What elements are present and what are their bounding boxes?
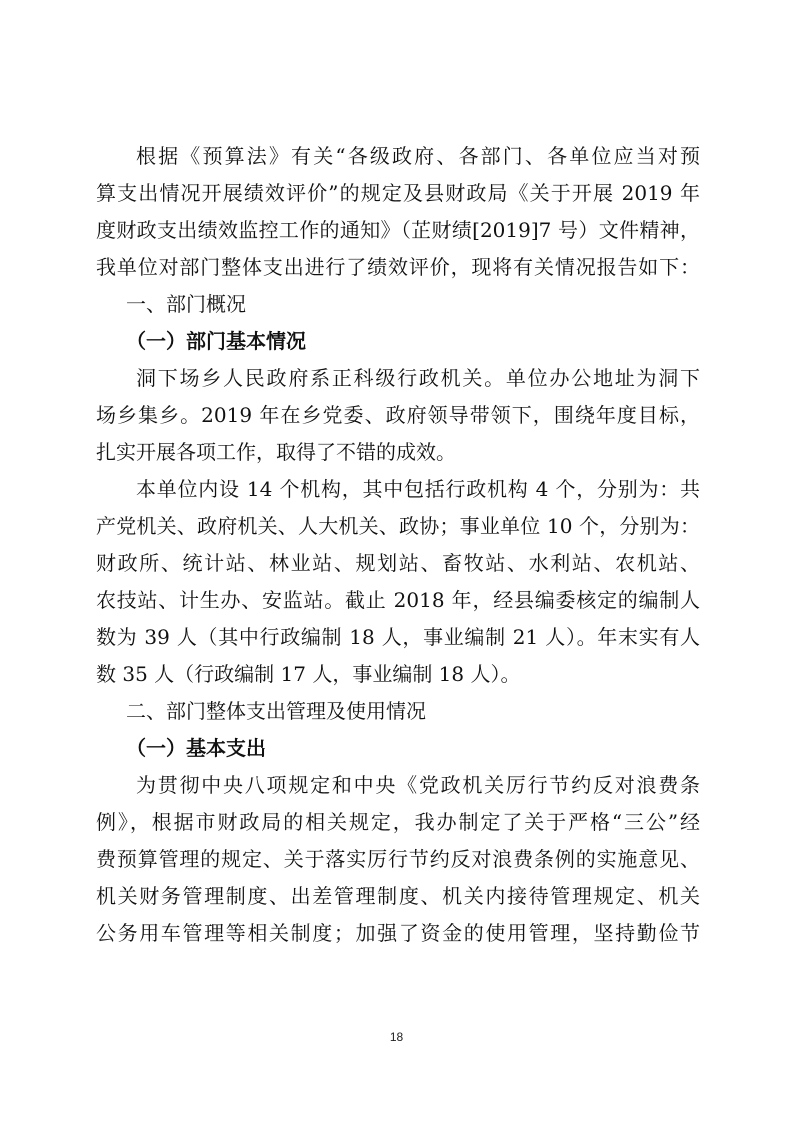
- paragraph-line: 算支出情况开展绩效评价”的规定及县财政局《关于开展 2019 年: [96, 181, 700, 205]
- paragraph-line: 我单位对部门整体支出进行了绩效评价，现将有关情况报告如下：: [96, 255, 700, 279]
- organizations-paragraph: [96, 471, 700, 693]
- paragraph-line: 度财政支出绩效监控工作的通知》（芷财绩[2019]7 号）文件精神，: [96, 218, 700, 242]
- paragraph-line: 为贯彻中央八项规定和中央《党政机关厉行节约反对浪费条: [136, 773, 700, 797]
- paragraph-line: 扎实开展各项工作，取得了不错的成效。: [96, 440, 456, 464]
- paragraph-line: 洞下场乡人民政府系正科级行政机关。单位办公地址为洞下: [136, 366, 700, 390]
- document-body: [96, 138, 700, 952]
- paragraph-line: 数 35 人（行政编制 17 人，事业编制 18 人）。: [96, 662, 521, 686]
- paragraph-line: 财政所、统计站、林业站、规划站、畜牧站、水利站、农机站、: [96, 551, 700, 575]
- subsection-heading-basic-spending: （一）基本支出: [126, 736, 266, 760]
- basic-info-paragraph: [96, 360, 700, 471]
- subsection-heading-basic-info: （一）部门基本情况: [126, 329, 306, 353]
- section-heading-spending: 二、部门整体支出管理及使用情况: [126, 699, 426, 723]
- paragraph-line: 农技站、计生办、安监站。截止 2018 年，经县编委核定的编制人: [96, 588, 700, 612]
- paragraph-line: 费预算管理的规定、关于落实厉行节约反对浪费条例的实施意见、: [96, 847, 700, 871]
- paragraph-line: 本单位内设 14 个机构，其中包括行政机构 4 个，分别为：共: [136, 477, 700, 501]
- spending-paragraph: [96, 767, 700, 952]
- paragraph-line: 根据《预算法》有关“各级政府、各部门、各单位应当对预: [136, 144, 700, 168]
- paragraph-line: 场乡集乡。2019 年在乡党委、政府领导带领下，围绕年度目标，: [96, 403, 700, 427]
- paragraph-line: 公务用车管理等相关制度；加强了资金的使用管理，坚持勤俭节: [96, 921, 700, 945]
- intro-paragraph: [96, 138, 700, 286]
- paragraph-line: 产党机关、政府机关、人大机关、政协；事业单位 10 个，分别为：: [96, 514, 700, 538]
- section-heading-overview: 一、部门概况: [126, 292, 246, 316]
- paragraph-line: 机关财务管理制度、出差管理制度、机关内接待管理规定、机关: [96, 884, 700, 908]
- page-number: 18: [389, 1030, 404, 1044]
- paragraph-line: 数为 39 人（其中行政编制 18 人，事业编制 21 人）。年末实有人: [96, 625, 700, 649]
- paragraph-line: 例》，根据市财政局的相关规定，我办制定了关于严格“三公”经: [96, 810, 700, 834]
